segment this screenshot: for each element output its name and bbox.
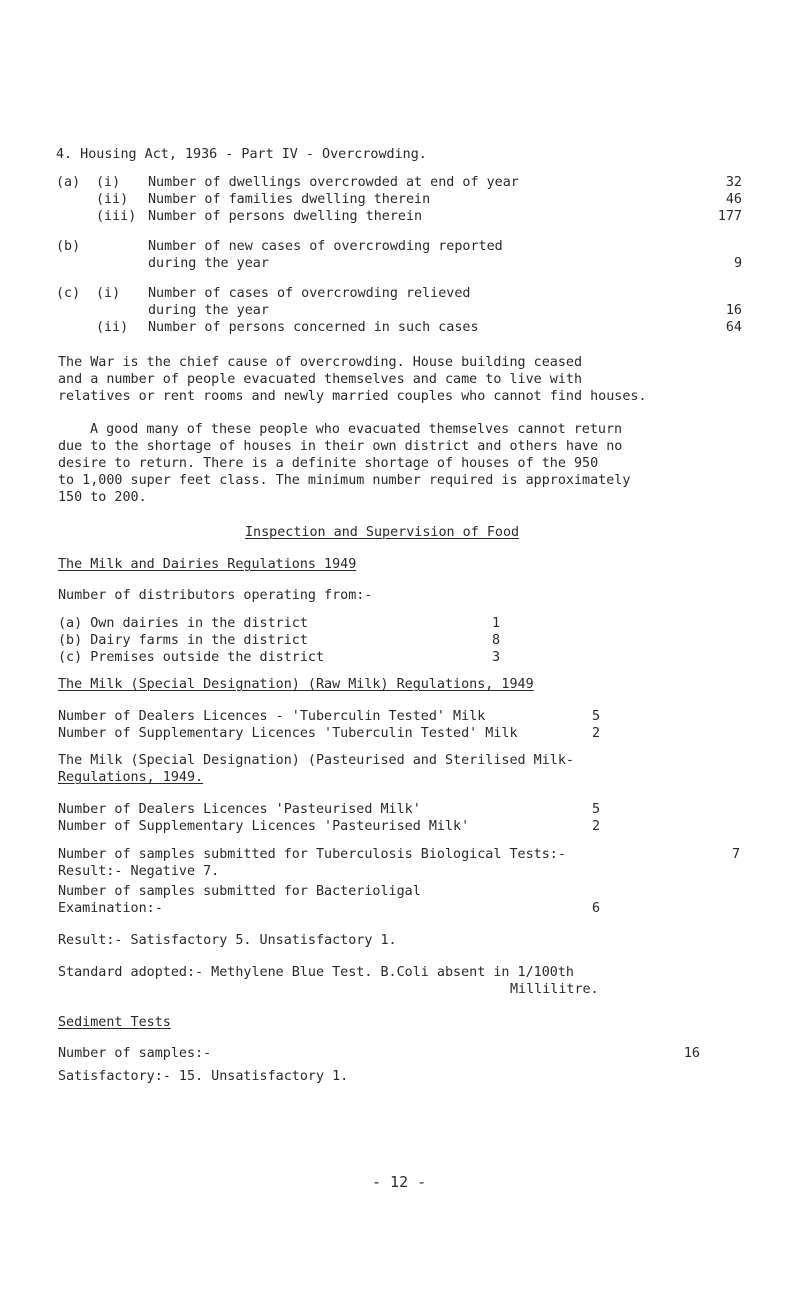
item-c-ii-text: Number of persons concerned in such cases: [148, 320, 479, 335]
item-b-line2: during the year: [148, 256, 269, 271]
distributor-row-c-label: (c) Premises outside the district: [58, 650, 325, 665]
sediment-number-label: Number of samples:-: [58, 1046, 212, 1061]
pasteurised-heading-line-1: The Milk (Special Designation) (Pasteurised and Sterilised Milk-: [58, 753, 574, 768]
raw-milk-heading: The Milk (Special Designation) (Raw Milk) Regulations, 1949: [58, 677, 534, 692]
item-a-iii-num: (iii): [96, 209, 137, 224]
paragraph-shortage-line-4: to 1,000 super feet class. The minimum number required is approximately: [58, 473, 631, 488]
paragraph-overcrowding-line-2: and a number of people evacuated themselves and came to live with: [58, 372, 583, 387]
bact-samples-result: Result:- Satisfactory 5. Unsatisfactory 1.: [58, 933, 397, 948]
item-c-ii-value: 64: [725, 320, 742, 335]
pasteurised-heading-line-2: Regulations, 1949.: [58, 770, 204, 785]
sediment-result: Satisfactory:- 15. Unsatisfactory 1.: [58, 1069, 349, 1084]
tb-samples-label: Number of samples submitted for Tuberculosis Biological Tests:-: [58, 847, 566, 862]
item-b-value: 9: [733, 256, 742, 271]
distributor-row-a-value: 1: [491, 616, 500, 631]
item-c-i-num: (i): [96, 286, 121, 301]
item-c-i-line2: during the year: [148, 303, 269, 318]
item-a-iii-text: Number of persons dwelling therein: [148, 209, 423, 224]
paragraph-shortage-line-3: desire to return. There is a definite shortage of houses of the 950: [58, 456, 599, 471]
paragraph-shortage-line-5: 150 to 200.: [58, 490, 147, 505]
pasteurised-dealers-label: Number of Dealers Licences 'Pasteurised Milk': [58, 802, 421, 817]
distributor-row-b-label: (b) Dairy farms in the district: [58, 633, 308, 648]
item-a-i-text: Number of dwellings overcrowded at end of year: [148, 175, 519, 190]
item-a-ii-num: (ii): [96, 192, 129, 207]
item-a-i-num: (i): [96, 175, 121, 190]
item-a-iii-value: 177: [717, 209, 742, 224]
standard-adopted-line-1: Standard adopted:- Methylene Blue Test. B.Coli absent in 1/100th: [58, 965, 574, 980]
tb-samples-value: 7: [731, 847, 740, 862]
item-a-label: (a): [56, 175, 81, 190]
item-a-ii-text: Number of families dwelling therein: [148, 192, 431, 207]
bact-samples-line-2: Examination:-: [58, 901, 163, 916]
item-b-line1: Number of new cases of overcrowding reported: [148, 239, 503, 254]
pasteurised-dealers-value: 5: [591, 802, 600, 817]
item-c-ii-num: (ii): [96, 320, 129, 335]
bact-samples-value: 6: [591, 901, 600, 916]
milk-dairies-heading: The Milk and Dairies Regulations 1949: [58, 557, 357, 572]
raw-milk-supplementary-value: 2: [591, 726, 600, 741]
standard-adopted-line-2: Millilitre.: [510, 982, 599, 997]
item-c-label: (c): [56, 286, 81, 301]
raw-milk-supplementary-label: Number of Supplementary Licences 'Tuberculin Tested' Milk: [58, 726, 518, 741]
paragraph-overcrowding-line-1: The War is the chief cause of overcrowding. House building ceased: [58, 355, 583, 370]
raw-milk-dealers-value: 5: [591, 709, 600, 724]
pasteurised-supplementary-value: 2: [591, 819, 600, 834]
tb-samples-result: Result:- Negative 7.: [58, 864, 220, 879]
item-c-i-value: 16: [725, 303, 742, 318]
bact-samples-line-1: Number of samples submitted for Bacterioligal: [58, 884, 421, 899]
distributor-row-c-value: 3: [491, 650, 500, 665]
inspection-heading: Inspection and Supervision of Food: [245, 525, 520, 540]
sediment-heading: Sediment Tests: [58, 1015, 171, 1030]
distributor-row-b-value: 8: [491, 633, 500, 648]
page-number: - 12 -: [372, 1173, 427, 1191]
item-c-i-line1: Number of cases of overcrowding relieved: [148, 286, 471, 301]
paragraph-shortage-line-1: A good many of these people who evacuated themselves cannot return: [90, 422, 623, 437]
pasteurised-supplementary-label: Number of Supplementary Licences 'Pasteurised Milk': [58, 819, 470, 834]
item-b-label: (b): [56, 239, 81, 254]
sediment-number-value: 16: [683, 1046, 700, 1061]
distributors-intro: Number of distributors operating from:-: [58, 588, 373, 603]
item-a-ii-value: 46: [725, 192, 742, 207]
distributor-row-a-label: (a) Own dairies in the district: [58, 616, 308, 631]
paragraph-shortage-line-2: due to the shortage of houses in their own district and others have no: [58, 439, 623, 454]
raw-milk-dealers-label: Number of Dealers Licences - 'Tuberculin Tested' Milk: [58, 709, 486, 724]
item-a-i-value: 32: [725, 175, 742, 190]
housing-heading: 4. Housing Act, 1936 - Part IV - Overcrowding.: [56, 147, 427, 162]
paragraph-overcrowding-line-3: relatives or rent rooms and newly married couples who cannot find houses.: [58, 389, 647, 404]
